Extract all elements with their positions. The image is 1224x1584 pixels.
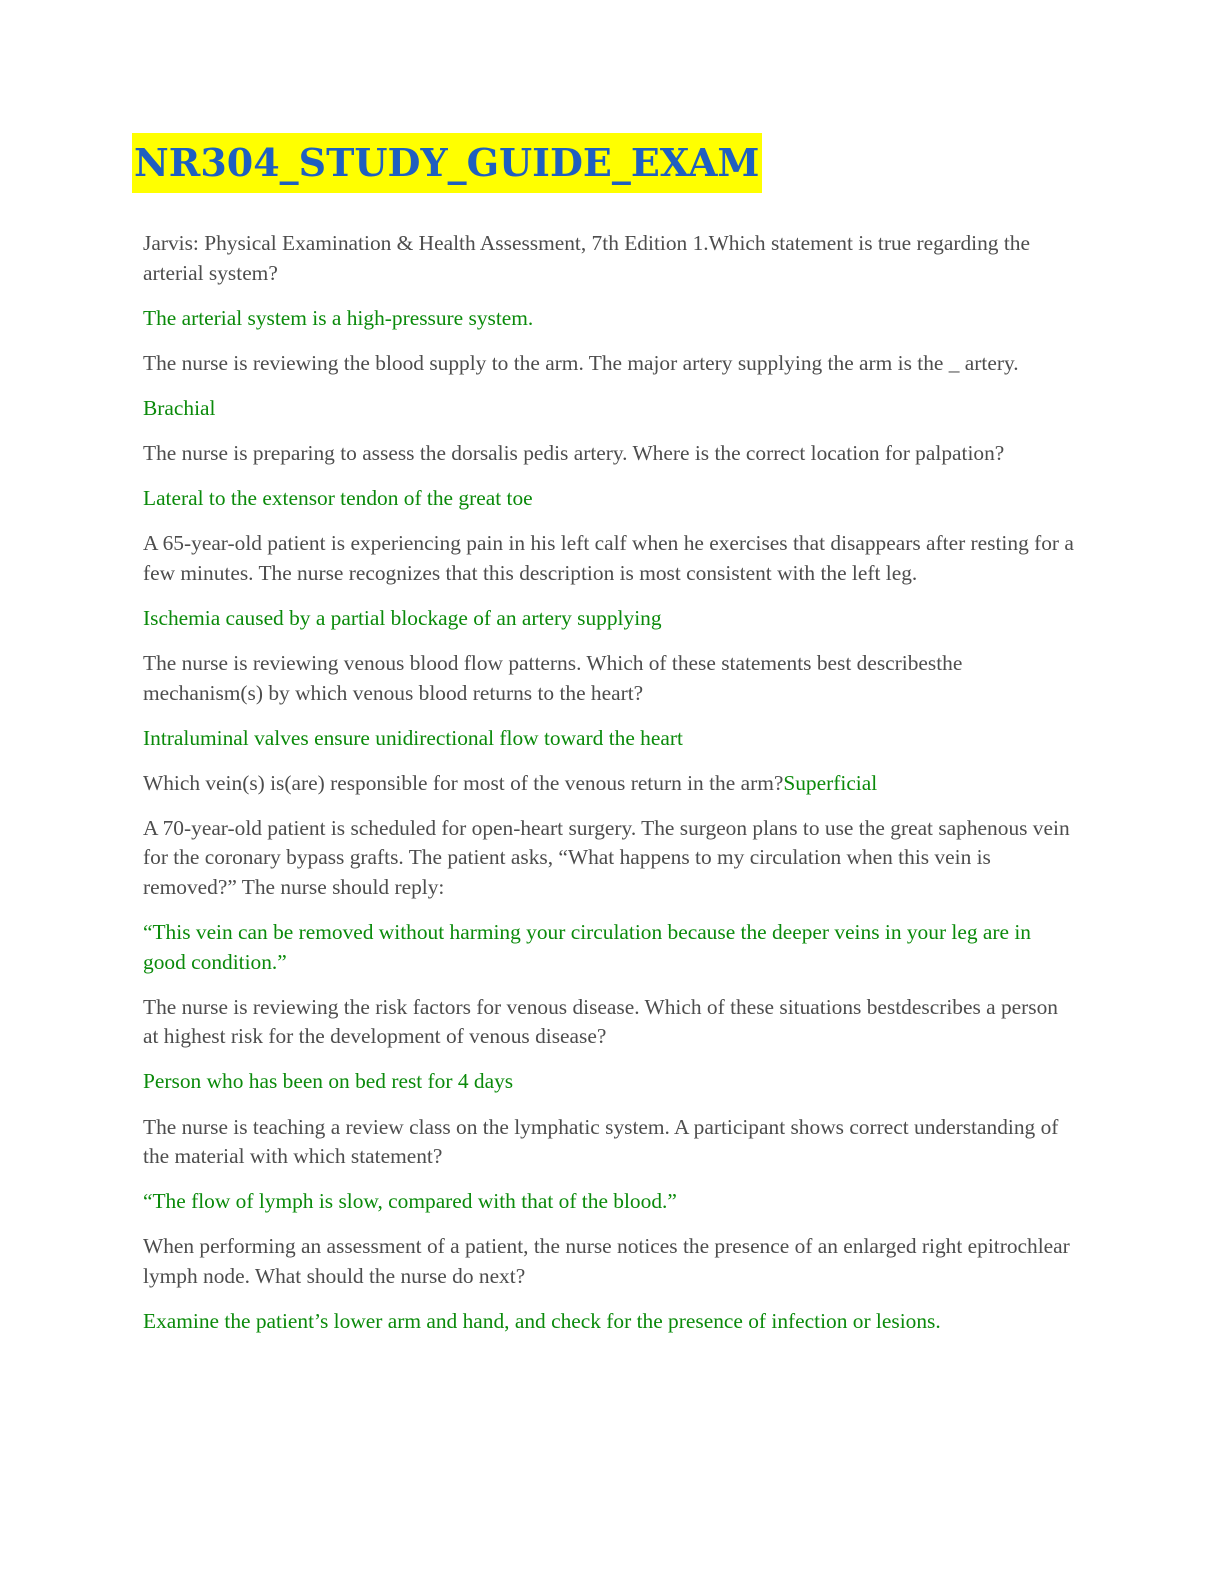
study-guide-body [143,229,1078,1352]
answer-2: Brachial [143,395,216,420]
title-highlight [132,133,762,193]
answer-8: Person who has been on bed rest for 4 days [143,1069,514,1094]
answer-4: Ischemia caused by a partial blockage of an artery supplying [143,605,662,630]
question-3: The nurse is preparing to assess the dorsalis pedis artery. Where is the correct location for palpation? [143,440,1005,465]
question-7: A 70-year-old patient is scheduled for open-heart surgery. The surgeon plans to use the great saphenous vein for the coronary bypass grafts. The patient asks, “What happens to my circulation when this vein is removed?” The nurse should reply: [143,815,1070,899]
question-6: Which vein(s) is(are) responsible for most of the venous return in the arm? [143,770,784,795]
answer-5: Intraluminal valves ensure unidirectional flow toward the heart [143,725,683,750]
question-1: Jarvis: Physical Examination & Health Assessment, 7th Edition 1.Which statement is true regarding the arterial system? [143,231,1030,285]
question-4: A 65-year-old patient is experiencing pain in his left calf when he exercises that disappears after resting for a few minutes. The nurse recognizes that this description is most consistent with the left leg. [143,531,1074,585]
question-answer-6 [143,769,1078,799]
answer-3: Lateral to the extensor tendon of the great toe [143,486,533,511]
answer-1: The arterial system is a high-pressure system. [143,305,534,330]
question-2: The nurse is reviewing the blood supply to the arm. The major artery supplying the arm is the _ artery. [143,350,1019,375]
answer-7: “This vein can be removed without harming your circulation because the deeper veins in your leg are in good condition.” [143,920,1031,974]
question-8: The nurse is reviewing the risk factors for venous disease. Which of these situations bestdescribes a person at highest risk for the development of venous disease? [143,994,1058,1049]
answer-10: Examine the patient’s lower arm and hand, and check for the presence of infection or lesions. [143,1309,941,1334]
question-10: When performing an assessment of a patient, the nurse notices the presence of an enlarged right epitrochlear lymph node. What should the nurse do next? [143,1234,1070,1288]
answer-6: Superficial [783,770,878,795]
answer-9: “The flow of lymph is slow, compared with that of the blood.” [143,1189,677,1214]
question-9: The nurse is teaching a review class on the lymphatic system. A participant shows correct understanding of the material with which statement? [143,1114,1059,1169]
page-title: NR304_STUDY_GUIDE_EXAM [134,140,760,185]
question-5: The nurse is reviewing venous blood flow patterns. Which of these statements best describesthe mechanism(s) by which venous blood returns to the heart? [143,650,963,705]
